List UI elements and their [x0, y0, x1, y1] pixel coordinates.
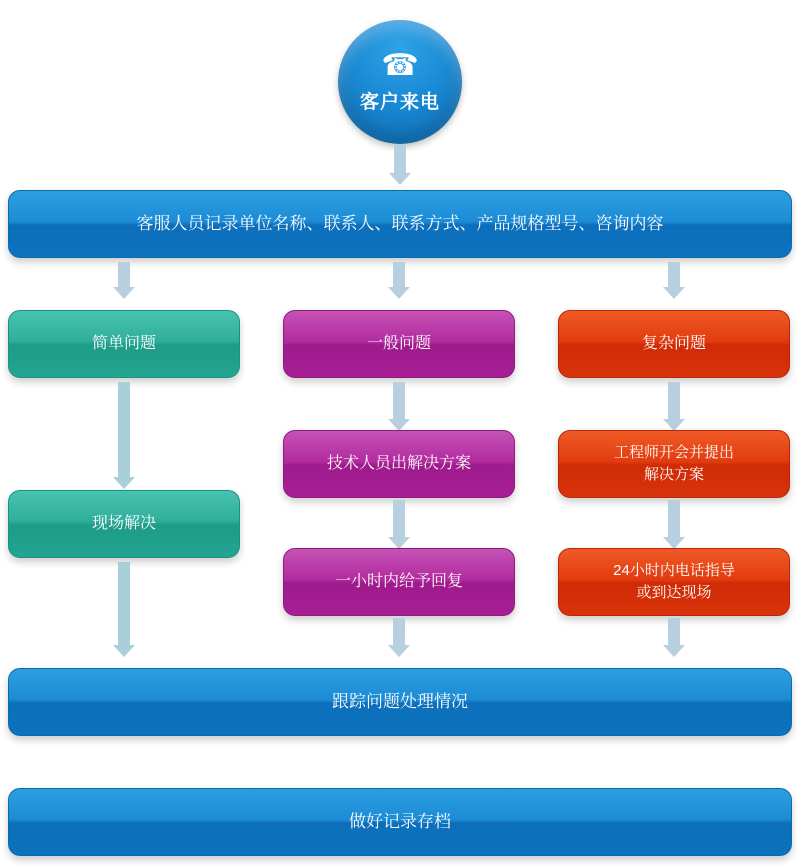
node-record: [8, 190, 792, 258]
node-guide-24h-line2: 或到达现场: [636, 584, 712, 601]
arrow-head-icon: [388, 287, 410, 299]
arrow-call-to-record: [394, 144, 406, 174]
node-follow-up: [8, 668, 792, 736]
arrow-record-to-complex: [668, 262, 680, 288]
arrow-head-icon: [113, 645, 135, 657]
arrow-simple-to-onsite: [118, 382, 130, 478]
node-customer-call-label: 客户来电: [359, 91, 440, 113]
arrow-tech-to-reply: [393, 500, 405, 538]
node-tech-solution: [283, 430, 515, 498]
arrow-head-icon: [113, 287, 135, 299]
node-tech-solution-label: 技术人员出解决方案: [326, 455, 471, 473]
arrow-head-icon: [663, 645, 685, 657]
arrow-head-icon: [113, 477, 135, 489]
telephone-icon: ☎: [381, 48, 419, 82]
node-general-issue-label: 一般问题: [366, 335, 431, 353]
node-engineer-meeting-line1: 工程师开会并提出: [613, 444, 734, 462]
node-customer-call: [338, 20, 462, 144]
node-reply-one-hour-label: 一小时内给予回复: [334, 573, 463, 591]
arrow-record-to-general: [393, 262, 405, 288]
node-engineer-meeting-line2: 解决方案: [643, 466, 704, 483]
node-simple-issue: [8, 310, 240, 378]
node-guide-24h: [558, 548, 790, 616]
arrow-complex-to-engineer: [668, 382, 680, 420]
node-guide-24h-line1: 24小时内电话指导: [613, 562, 735, 580]
node-follow-up-label: 跟踪问题处理情况: [332, 691, 468, 711]
arrow-head-icon: [663, 287, 685, 299]
arrow-record-to-simple: [118, 262, 130, 288]
node-engineer-meeting-label: [614, 442, 734, 486]
node-general-issue: [283, 310, 515, 378]
arrow-guide-to-followup: [668, 618, 680, 646]
node-reply-one-hour: [283, 548, 515, 616]
arrow-onsite-to-followup: [118, 562, 130, 646]
node-onsite-solve: [8, 490, 240, 558]
node-onsite-solve-label: 现场解决: [91, 515, 156, 533]
node-archive-label: 做好记录存档: [349, 811, 451, 831]
arrow-head-icon: [388, 645, 410, 657]
node-guide-24h-label: [613, 560, 735, 604]
arrow-reply-to-followup: [393, 618, 405, 646]
node-complex-issue-label: 复杂问题: [641, 335, 706, 353]
node-complex-issue: [558, 310, 790, 378]
node-engineer-meeting: [558, 430, 790, 498]
node-simple-issue-label: 简单问题: [91, 335, 156, 353]
arrow-engineer-to-guide: [668, 500, 680, 538]
arrow-general-to-tech: [393, 382, 405, 420]
arrow-head-icon: [389, 173, 411, 185]
node-archive: [8, 788, 792, 856]
node-record-label: 客服人员记录单位名称、联系人、联系方式、产品规格型号、咨询内容: [136, 213, 664, 233]
